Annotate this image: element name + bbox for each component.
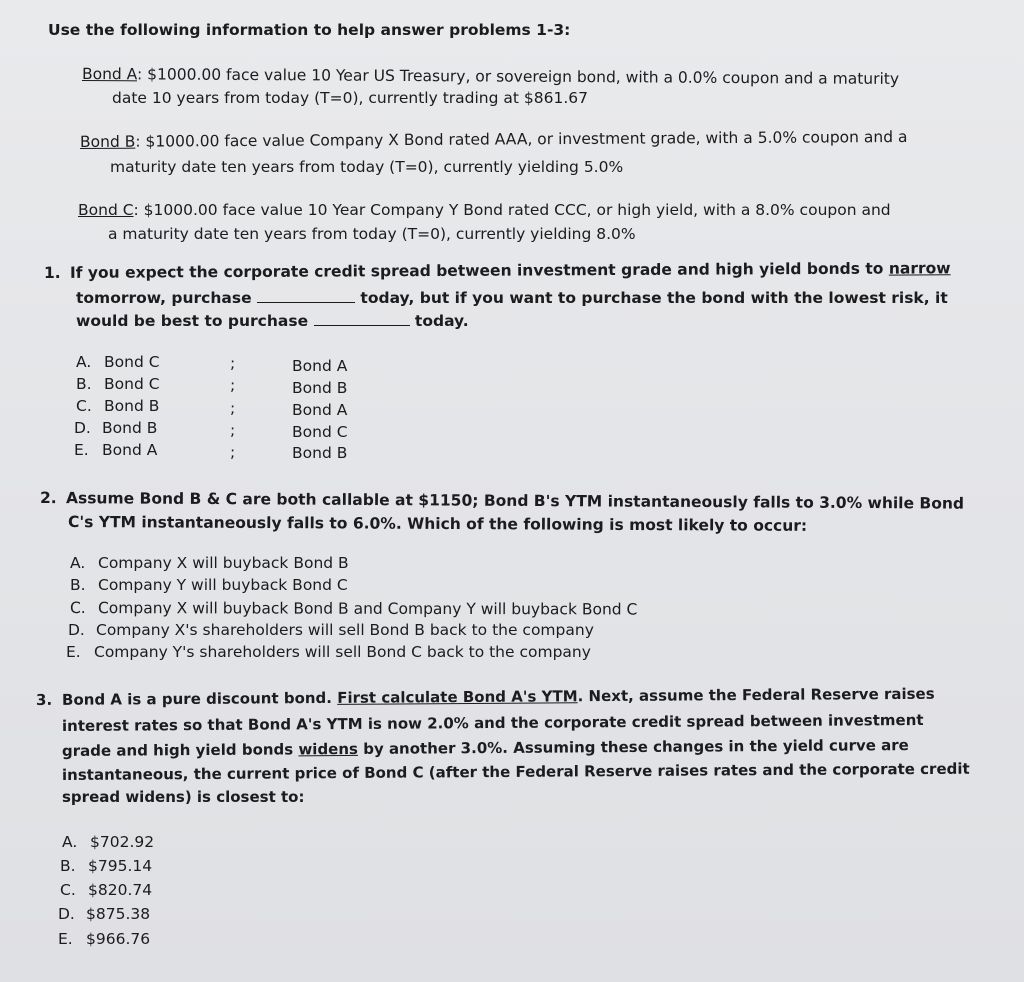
q3-line5: spread widens) is closest to:	[62, 788, 305, 806]
q3-line1: 3. Bond A is a pure discount bond. First calculate Bond A's YTM. Next, assume the Federal Reserve raises	[35, 684, 935, 709]
q1-option-d-second: Bond C	[292, 423, 348, 441]
bond-c-line1: Bond C: $1000.00 face value 10 Year Company Y Bond rated CCC, or high yield, with a 8.0% coupon and	[78, 201, 891, 219]
bond-a-line2: date 10 years from today (T=0), currently trading at $861.67	[112, 89, 588, 107]
q1-option-c-sep: ;	[230, 399, 236, 417]
q3-number: 3.	[35, 690, 53, 709]
q1-line1: 1. If you expect the corporate credit spread between investment grade and high yield bonds to narrow	[43, 259, 951, 282]
q2-option-a[interactable]: A. Company X will buyback Bond B	[70, 554, 349, 572]
q1-option-b-second: Bond B	[292, 379, 348, 397]
q3-option-d[interactable]: D. $875.38	[58, 905, 151, 923]
q1-blank-2	[314, 311, 410, 326]
q2-line1: 2. Assume Bond B & C are both callable at $1150; Bond B's YTM instantaneously falls to 3.0% while Bond	[39, 489, 965, 513]
bond-a-line1: Bond A: $1000.00 face value 10 Year US Treasury, or sovereign bond, with a 0.0% coupon and a maturity	[81, 65, 900, 88]
q1-option-e-second: Bond B	[292, 444, 348, 462]
q1-blank-1	[257, 288, 355, 303]
q1-option-c[interactable]: C. Bond B	[76, 397, 160, 415]
q3-option-a[interactable]: A. $702.92	[62, 833, 155, 851]
bond-b-line2: maturity date ten years from today (T=0), currently yielding 5.0%	[110, 158, 624, 176]
q1-option-a[interactable]: A. Bond C	[76, 353, 160, 371]
q1-option-a-second: Bond A	[292, 357, 348, 375]
q2-option-b[interactable]: B. Company Y will buyback Bond C	[70, 576, 348, 594]
q1-option-e[interactable]: E. Bond A	[74, 441, 158, 459]
intro-heading: Use the following information to help answer problems 1-3:	[48, 21, 571, 39]
q3-line3: grade and high yield bonds widens by another 3.0%. Assuming these changes in the yield curve are	[61, 736, 909, 760]
q2-option-e[interactable]: E. Company Y's shareholders will sell Bond C back to the company	[66, 643, 591, 661]
q3-line4: instantaneous, the current price of Bond C (after the Federal Reserve raises rates and the corporate credit	[61, 759, 970, 784]
q1-option-b-sep: ;	[230, 376, 236, 394]
bond-b-line1: Bond B: $1000.00 face value Company X Bond rated AAA, or investment grade, with a 5.0% coupon and a	[79, 127, 908, 151]
q3-option-b[interactable]: B. $795.14	[60, 857, 153, 875]
q1-option-d-sep: ;	[230, 421, 236, 439]
q1-option-a-sep: ;	[230, 354, 236, 372]
q2-line2: C's YTM instantaneously falls to 6.0%. Which of the following is most likely to occur:	[67, 513, 808, 535]
q1-number: 1.	[43, 263, 61, 282]
q2-number: 2.	[39, 489, 57, 508]
q1-option-b[interactable]: B. Bond C	[76, 375, 160, 393]
bond-b-label: Bond B	[79, 132, 136, 151]
bond-c-line2: a maturity date ten years from today (T=0), currently yielding 8.0%	[108, 225, 636, 243]
q3-option-c[interactable]: C. $820.74	[60, 881, 153, 899]
q2-option-c[interactable]: C. Company X will buyback Bond B and Company Y will buyback Bond C	[69, 599, 638, 619]
q3-option-e[interactable]: E. $966.76	[58, 930, 151, 948]
q3-line2: interest rates so that Bond A's YTM is now 2.0% and the corporate credit spread between investment	[61, 710, 924, 735]
q1-option-d[interactable]: D. Bond B	[74, 419, 158, 437]
q1-line3: would be best to purchase today.	[76, 312, 469, 330]
q1-option-c-second: Bond A	[292, 401, 348, 419]
q1-line2: tomorrow, purchase today, but if you want to purchase the bond with the lowest risk, it	[76, 289, 948, 307]
bond-a-label: Bond A	[81, 65, 138, 84]
bond-c-label: Bond C	[78, 201, 134, 219]
q2-option-d[interactable]: D. Company X's shareholders will sell Bond B back to the company	[68, 621, 594, 639]
q1-option-e-sep: ;	[230, 443, 236, 461]
